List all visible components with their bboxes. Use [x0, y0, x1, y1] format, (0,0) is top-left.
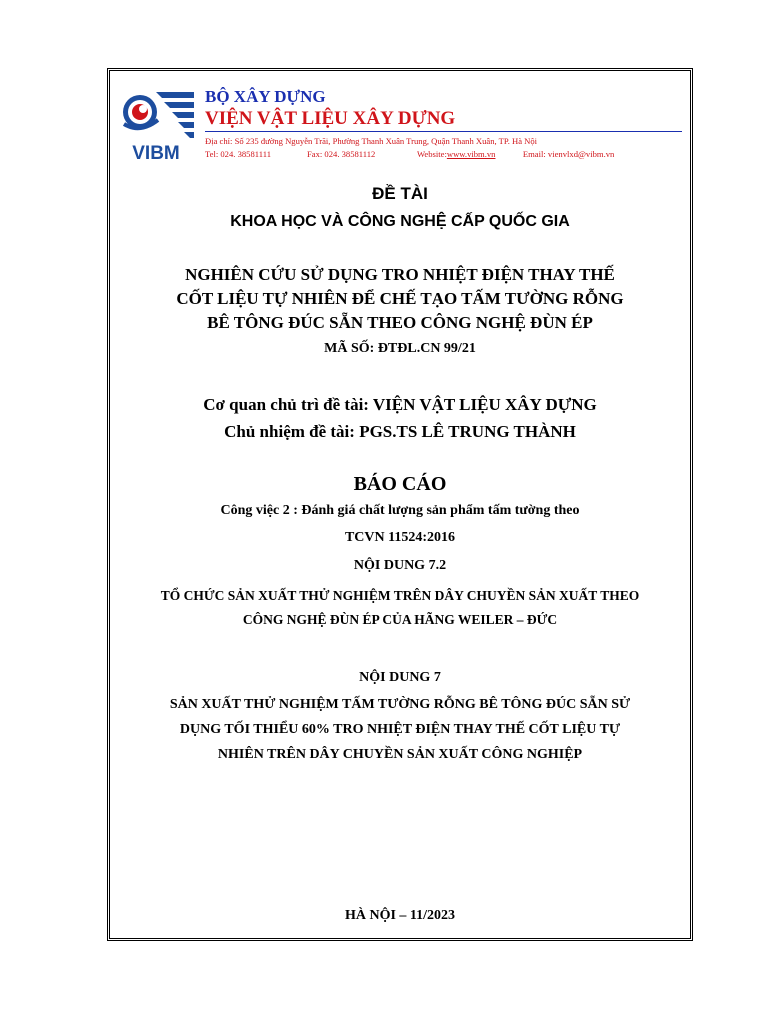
- content-72-label: NỘI DUNG 7.2: [353, 558, 447, 573]
- host-organization: Cơ quan chủ trì đề tài: VIỆN VẬT LIỆU XÂY DỰNG: [203, 395, 597, 414]
- task-line-2: TCVN 11524:2016: [344, 530, 456, 545]
- topic-level: KHOA HỌC VÀ CÔNG NGHỆ CẤP QUỐC GIA: [230, 213, 570, 230]
- contact-line: [205, 149, 614, 159]
- vibm-logo: [118, 88, 194, 162]
- header-rule: [205, 131, 682, 132]
- fax: Fax: 024. 38581112: [307, 149, 376, 159]
- content-7-line-1: SẢN XUẤT THỬ NGHIỆM TẤM TƯỜNG RỖNG BÊ TÔNG ĐÚC SẴN SỬ: [169, 697, 631, 712]
- topic-label: ĐỀ TÀI: [372, 184, 428, 203]
- content-72-line-2: CÔNG NGHỆ ĐÙN ÉP CỦA HÃNG WEILER – ĐỨC: [242, 612, 558, 627]
- email: Email: vienvlxd@vibm.vn: [522, 149, 615, 159]
- title-line-1: NGHIÊN CỨU SỬ DỤNG TRO NHIỆT ĐIỆN THAY THẾ: [185, 265, 615, 284]
- title-line-3: BÊ TÔNG ĐÚC SẴN THEO CÔNG NGHỆ ĐÙN ÉP: [207, 313, 593, 332]
- report-heading: BÁO CÁO: [353, 473, 447, 495]
- project-code: MÃ SỐ: ĐTĐL.CN 99/21: [324, 341, 476, 356]
- content-7-label: NỘI DUNG 7: [359, 670, 441, 685]
- address: Địa chỉ: Số 235 đường Nguyễn Trãi, Phường Thanh Xuân Trung, Quận Thanh Xuân, TP. Hà Nội: [205, 136, 538, 146]
- tel: Tel: 024. 38581111: [205, 149, 271, 159]
- website-link[interactable]: www.vibm.vn: [446, 149, 496, 159]
- content-7-line-2: DỤNG TỐI THIỂU 60% TRO NHIỆT ĐIỆN THAY THẾ CỐT LIỆU TỰ: [179, 722, 621, 737]
- website-label: Website:: [417, 149, 447, 159]
- project-leader: Chủ nhiệm đề tài: PGS.TS LÊ TRUNG THÀNH: [224, 422, 576, 441]
- content-72-line-1: TỔ CHỨC SẢN XUẤT THỬ NGHIỆM TRÊN DÂY CHUYỀN SẢN XUẤT THEO: [160, 588, 640, 603]
- logo-text: VIBM: [132, 143, 180, 162]
- institute-name: VIỆN VẬT LIỆU XÂY DỰNG: [205, 108, 456, 129]
- place-date: HÀ NỘI – 11/2023: [344, 908, 456, 923]
- ministry-name: BỘ XÂY DỰNG: [205, 87, 326, 106]
- content-7-line-3: NHIÊN TRÊN DÂY CHUYỀN SẢN XUẤT CÔNG NGHIỆP: [217, 747, 583, 762]
- title-line-2: CỐT LIỆU TỰ NHIÊN ĐỂ CHẾ TẠO TẤM TƯỜNG RỖNG: [176, 289, 624, 308]
- task-line-1: Công việc 2 : Đánh giá chất lượng sản phẩm tấm tường theo: [220, 503, 580, 518]
